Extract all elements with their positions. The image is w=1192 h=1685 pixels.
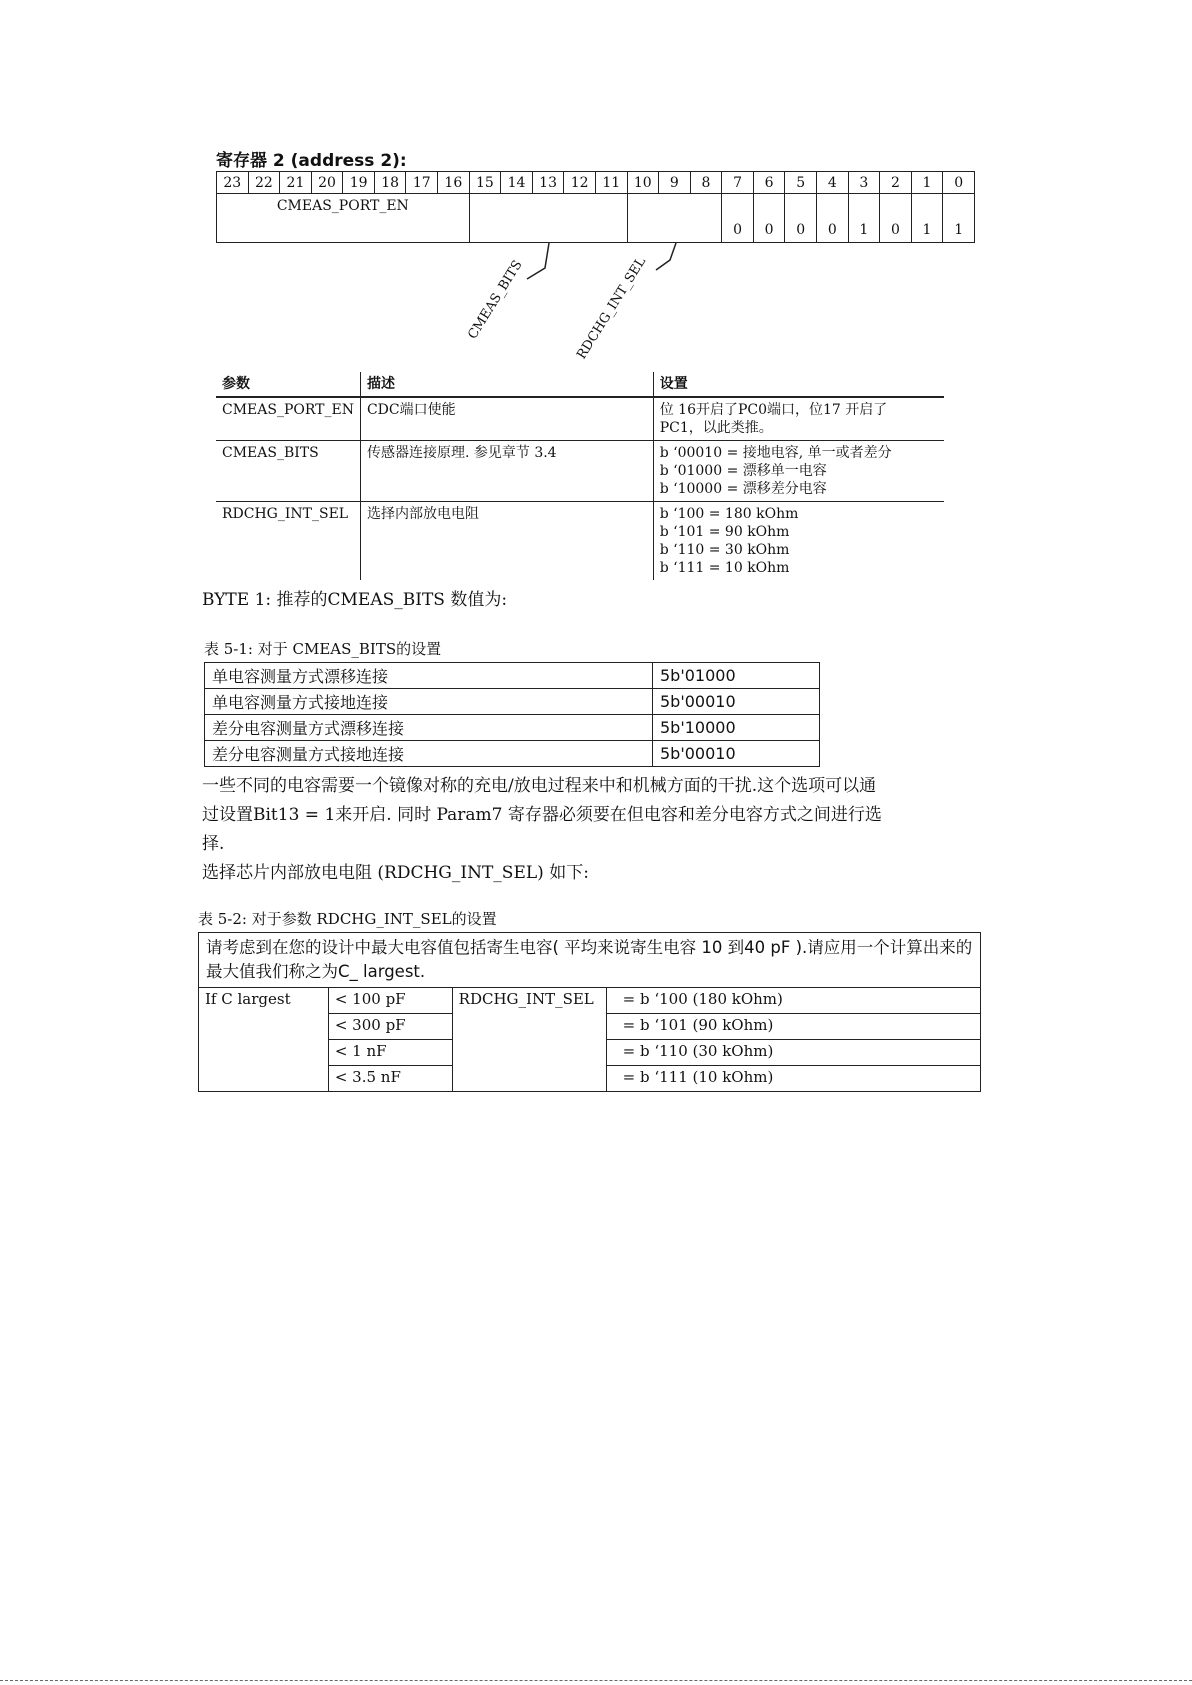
table-row: 单电容测量方式接地连接 5b'00010 — [205, 689, 820, 715]
bit-number: 13 — [532, 172, 564, 194]
table-row: < 3.5 nF = b ‘111 (10 kOhm) — [199, 1066, 981, 1092]
bit-number: 6 — [753, 172, 785, 194]
rotated-label-rdchg-int-sel: RDCHG_INT_SEL — [574, 254, 650, 362]
bit-number: 22 — [248, 172, 280, 194]
bit-number: 16 — [438, 172, 470, 194]
bit-number: 18 — [374, 172, 406, 194]
rotated-label-cmeas-bits: CMEAS_BITS — [465, 257, 526, 342]
parameter-table — [216, 372, 944, 580]
bit-number: 1 — [911, 172, 943, 194]
bit-number: 3 — [848, 172, 880, 194]
table2-note: 请考虑到在您的设计中最大电容值包括寄生电容( 平均来说寄生电容 10 到40 pF ).请应用一个计算出来的最大值我们称之为C_ largest. — [199, 933, 981, 988]
param-settings: b ‘100 = 180 kOhm b ‘101 = 90 kOhm b ‘110 = 30 kOhm b ‘111 = 10 kOhm — [653, 502, 944, 581]
bit-number: 19 — [343, 172, 375, 194]
parameter-header-row — [216, 372, 944, 397]
reset-value-cell: 1 — [943, 194, 975, 243]
header-settings: 设置 — [653, 372, 944, 397]
bit-number: 8 — [690, 172, 722, 194]
param-desc: 传感器连接原理. 参见章节 3.4 — [360, 441, 653, 502]
param-desc: CDC端口使能 — [360, 397, 653, 441]
bit-number: 11 — [595, 172, 627, 194]
bit-number: 12 — [564, 172, 596, 194]
field-label: CMEAS_PORT_EN — [276, 198, 409, 214]
table-5-2 — [198, 932, 981, 1092]
table-row: < 1 nF = b ‘110 (30 kOhm) — [199, 1040, 981, 1066]
table-row — [199, 933, 981, 988]
reset-value-cell: 0 — [816, 194, 848, 243]
bit-number: 21 — [280, 172, 312, 194]
param-settings: b ‘00010 = 接地电容, 单一或者差分 b ‘01000 = 漂移单一电容 b ‘10000 = 漂移差分电容 — [653, 441, 944, 502]
header-param: 参数 — [216, 372, 360, 397]
table-5-1 — [204, 662, 820, 767]
bit-number: 9 — [659, 172, 691, 194]
table2-param: RDCHG_INT_SEL — [452, 988, 606, 1092]
table2-caption: 表 5-2: 对于参数 RDCHG_INT_SEL的设置 — [198, 910, 497, 928]
header-desc: 描述 — [360, 372, 653, 397]
table-row — [216, 502, 944, 581]
reset-value-cell: 1 — [848, 194, 880, 243]
bit-number: 2 — [880, 172, 912, 194]
leader-line-rdchg — [656, 243, 676, 270]
table-row: 差分电容测量方式接地连接 5b'00010 — [205, 741, 820, 767]
reset-value-cell: 0 — [753, 194, 785, 243]
bit-number: 17 — [406, 172, 438, 194]
leader-line-cmeas-bits — [527, 243, 549, 279]
bit-number: 7 — [722, 172, 754, 194]
bit-number: 15 — [469, 172, 501, 194]
register-title: 寄存器 2 (address 2): — [216, 151, 407, 171]
bit-number: 10 — [627, 172, 659, 194]
byte1-heading: BYTE 1: 推荐的CMEAS_BITS 数值为: — [202, 590, 508, 610]
table-row: < 300 pF = b ‘101 (90 kOhm) — [199, 1014, 981, 1040]
bit-number: 14 — [501, 172, 533, 194]
bit-number: 4 — [816, 172, 848, 194]
bit-number: 0 — [943, 172, 975, 194]
body-paragraph: 一些不同的电容需要一个镜像对称的充电/放电过程来中和机械方面的干扰.这个选项可以通 过设置Bit13 = 1来开启. 同时 Param7 寄存器必须要在但电容和差分电容方式之间进行选 择. 选择芯片内部放电电阻 (RDCHG_INT_SEL) 如下: — [202, 776, 882, 883]
param-name: CMEAS_PORT_EN — [216, 397, 360, 441]
reset-value-cell: 0 — [880, 194, 912, 243]
table-row — [216, 441, 944, 502]
page-bottom-divider — [0, 1680, 1192, 1681]
param-name: CMEAS_BITS — [216, 441, 360, 502]
table1-caption: 表 5-1: 对于 CMEAS_BITS的设置 — [204, 640, 442, 658]
param-settings: 位 16开启了PC0端口，位17 开启了 PC1，以此类推。 — [653, 397, 944, 441]
reset-value-cell: 0 — [722, 194, 754, 243]
param-desc: 选择内部放电电阻 — [360, 502, 653, 581]
table-row: If C largest < 100 pF RDCHG_INT_SEL = b ‘100 (180 kOhm) — [199, 988, 981, 1014]
bit-number: 20 — [311, 172, 343, 194]
table-row: 差分电容测量方式漂移连接 5b'10000 — [205, 715, 820, 741]
table-row — [216, 397, 944, 441]
table2-label: If C largest — [199, 988, 329, 1092]
bit-number: 23 — [217, 172, 249, 194]
param-name: RDCHG_INT_SEL — [222, 506, 349, 522]
table-row: 单电容测量方式漂移连接 5b'01000 — [205, 663, 820, 689]
reset-value-cell: 0 — [785, 194, 817, 243]
bit-number: 5 — [785, 172, 817, 194]
reset-value-cell: 1 — [911, 194, 943, 243]
